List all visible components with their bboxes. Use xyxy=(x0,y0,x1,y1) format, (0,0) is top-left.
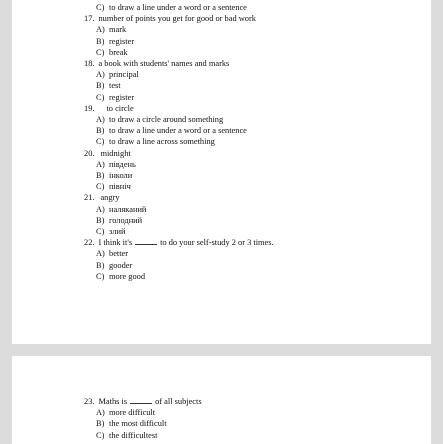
page-1-content xyxy=(84,2,274,282)
option-letter: A) xyxy=(96,25,105,35)
option-22-a xyxy=(84,248,274,259)
option-19-c xyxy=(84,136,274,147)
option-letter: B) xyxy=(96,419,105,429)
option-text: to draw a line across something xyxy=(109,137,215,147)
option-17-b xyxy=(84,36,274,47)
option-17-a xyxy=(84,24,274,35)
option-text: register xyxy=(109,92,135,102)
question-number: 23. xyxy=(84,397,95,406)
question-19 xyxy=(84,103,274,114)
option-letter: B) xyxy=(96,81,105,91)
question-text: angry xyxy=(100,193,120,203)
option-letter: C) xyxy=(96,182,105,192)
option-18-c xyxy=(84,92,274,103)
option-letter: B) xyxy=(96,260,105,270)
option-letter: C) xyxy=(96,271,105,281)
option-text: more good xyxy=(109,271,146,281)
option-18-a xyxy=(84,69,274,80)
document-page-2 xyxy=(12,356,431,444)
question-17 xyxy=(84,13,274,24)
option-text: mark xyxy=(109,25,127,35)
option-text: break xyxy=(109,47,128,57)
option-text: північ xyxy=(109,182,131,192)
option-text: the most difficult xyxy=(109,419,167,429)
option-text: голодний xyxy=(109,215,143,225)
option-text: to draw a line under a word or a sentence xyxy=(109,3,247,12)
question-number: 22. xyxy=(84,238,95,248)
question-number: 18. xyxy=(84,59,95,69)
answer-blank xyxy=(130,396,152,404)
question-text: to circle xyxy=(106,103,134,113)
option-letter: B) xyxy=(96,171,105,181)
option-21-a xyxy=(84,204,274,215)
option-23-a xyxy=(84,407,202,418)
option-text: to draw a line under a word or a sentence xyxy=(109,126,247,136)
option-23-c xyxy=(84,430,202,441)
option-text: principal xyxy=(109,70,139,80)
page-2-content xyxy=(84,396,202,441)
option-text: register xyxy=(109,36,135,46)
question-number: 19. xyxy=(84,103,95,113)
option-text: more difficult xyxy=(109,408,156,418)
option-21-b xyxy=(84,215,274,226)
option-letter: A) xyxy=(96,70,105,80)
option-letter: C) xyxy=(96,92,105,102)
question-23 xyxy=(84,396,202,407)
option-letter: B) xyxy=(96,126,105,136)
option-letter: B) xyxy=(96,215,105,225)
option-letter: C) xyxy=(96,430,105,440)
option-text: test xyxy=(109,81,121,91)
option-text: наляканий xyxy=(109,204,147,214)
option-text: південь xyxy=(109,159,136,169)
option-letter: A) xyxy=(96,249,105,259)
option-22-b xyxy=(84,260,274,271)
question-text: number of points you get for good or bad work xyxy=(98,14,256,24)
option-letter: C) xyxy=(96,137,105,147)
question-number: 17. xyxy=(84,14,95,24)
option-text: to draw a circle around something xyxy=(109,115,224,125)
option-20-c xyxy=(84,181,274,192)
option-19-b xyxy=(84,125,274,136)
option-18-b xyxy=(84,80,274,91)
question-18 xyxy=(84,58,274,69)
option-22-c xyxy=(84,271,274,282)
option-letter: A) xyxy=(96,159,105,169)
answer-blank xyxy=(135,237,157,245)
option-text: the difficultest xyxy=(109,430,158,440)
question-text-after-blank: of all subjects xyxy=(155,397,202,406)
question-text: midnight xyxy=(100,148,131,158)
option-16-c xyxy=(84,2,274,13)
option-text: gooder xyxy=(109,260,133,270)
option-text: інколи xyxy=(109,171,133,181)
option-text: злий xyxy=(109,227,126,237)
question-text-before-blank: Maths is xyxy=(98,397,128,406)
option-20-b xyxy=(84,170,274,181)
question-22 xyxy=(84,237,274,248)
option-letter: C) xyxy=(96,47,105,57)
option-20-a xyxy=(84,159,274,170)
option-23-b xyxy=(84,418,202,429)
option-letter: A) xyxy=(96,408,105,418)
question-20 xyxy=(84,148,274,159)
option-letter: B) xyxy=(96,36,105,46)
option-letter: A) xyxy=(96,204,105,214)
question-text-after-blank: to do your self-study 2 or 3 times. xyxy=(160,238,274,248)
option-19-a xyxy=(84,114,274,125)
option-letter: C) xyxy=(96,227,105,237)
question-text-before-blank: I think it's xyxy=(98,238,133,248)
document-page-1 xyxy=(12,0,431,344)
option-21-c xyxy=(84,226,274,237)
question-number: 20. xyxy=(84,148,95,158)
question-21 xyxy=(84,192,274,203)
option-text: better xyxy=(109,249,129,259)
option-letter: A) xyxy=(96,115,105,125)
question-text: a book with students' names and marks xyxy=(98,59,230,69)
option-letter: C) xyxy=(96,3,105,12)
option-17-c xyxy=(84,47,274,58)
question-number: 21. xyxy=(84,193,95,203)
